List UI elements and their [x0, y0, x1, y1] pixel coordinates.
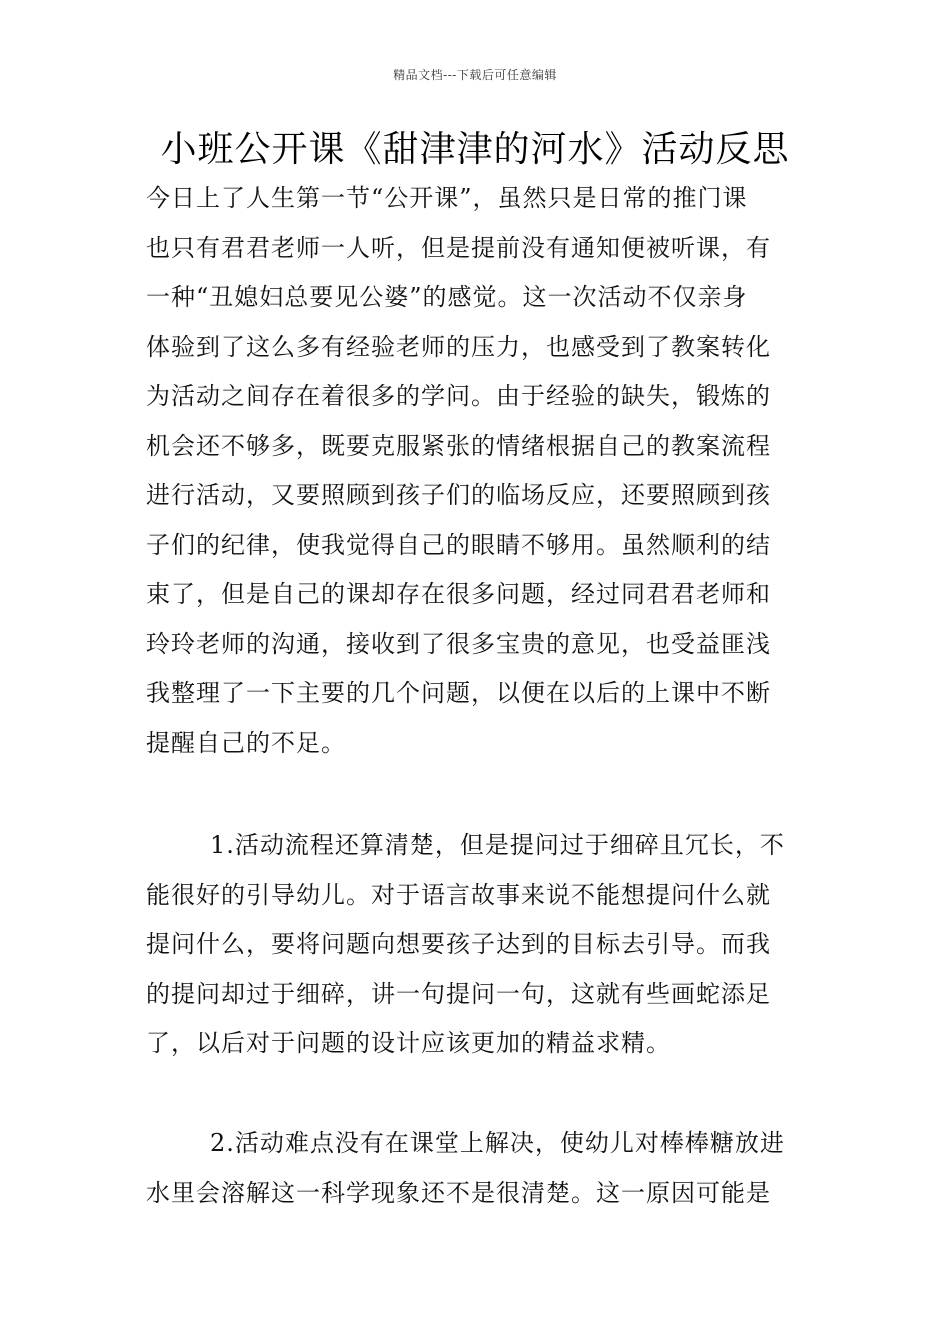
text-line: 了，以后对于问题的设计应该更加的精益求精。 [146, 1029, 671, 1057]
text-line: 今日上了人生第一节“公开课”，虽然只是日常的推门课 [146, 184, 748, 212]
text-line: 也只有君君老师一人听，但是提前没有通知便被听课，有 [146, 233, 771, 262]
text-line: 进行活动，又要照顾到孩子们的临场反应，还要照顾到孩 [146, 481, 771, 509]
text-line: 的提问却过于细碎，讲一句提问一句，这就有些画蛇添足 [146, 979, 771, 1008]
paragraph-1 [146, 174, 808, 768]
text-line: 2.活动难点没有在课堂上解决，使幼儿对棒棒糖放进 [210, 1129, 785, 1157]
text-line: 提醒自己的不足。 [146, 728, 346, 757]
text-line: 体验到了这么多有经验老师的压力，也感受到了教案转化 [146, 332, 771, 361]
text-line: 提问什么，要将问题向想要孩子达到的目标去引导。而我 [146, 930, 771, 958]
paragraph-2 [146, 821, 808, 1069]
text-line: 能很好的引导幼儿。对于语言故事来说不能想提问什么就 [146, 880, 771, 909]
header-note: 精品文档---下载后可任意编辑 [393, 68, 557, 82]
text-line: 水里会溶解这一科学现象还不是很清楚。这一原因可能是 [146, 1178, 771, 1207]
text-line: 机会还不够多，既要克服紧张的情绪根据自己的教案流程 [146, 431, 771, 460]
text-line: 1.活动流程还算清楚，但是提问过于细碎且冗长，不 [210, 831, 785, 859]
document-title: 小班公开课《甜津津的河水》活动反思 [160, 129, 790, 170]
text-line: 为活动之间存在着很多的学问。由于经验的缺失，锻炼的 [146, 382, 771, 410]
text-line: 玲玲老师的沟通，接收到了很多宝贵的意见，也受益匪浅 [146, 629, 771, 658]
text-line: 子们的纪律，使我觉得自己的眼睛不够用。虽然顺利的结 [146, 530, 771, 559]
paragraph-3 [146, 1119, 808, 1218]
text-line: 一种“丑媳妇总要见公婆”的感觉。这一次活动不仅亲身 [146, 283, 748, 311]
text-line: 束了，但是自己的课却存在很多问题，经过同君君老师和 [146, 580, 771, 608]
text-line: 我整理了一下主要的几个问题，以便在以后的上课中不断 [146, 679, 771, 707]
